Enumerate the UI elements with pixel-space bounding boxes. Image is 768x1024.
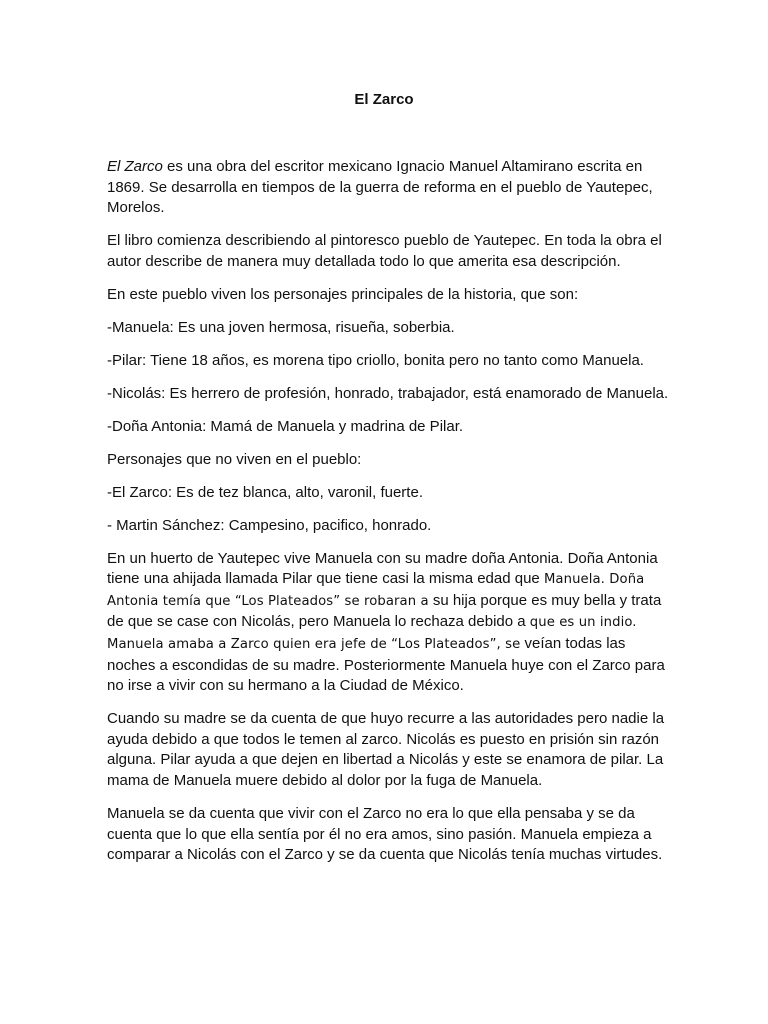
character-dona-antonia: -Doña Antonia: Mamá de Manuela y madrina de Pilar. — [107, 417, 464, 435]
character-el-zarco: -El Zarco: Es de tez blanca, alto, varonil, fuerte. — [107, 483, 423, 501]
plot-text-d: que es un indio. Manuela amaba a Zarco quien era jefe de “Los Plateados”, se — [107, 615, 637, 652]
paragraph-intro — [107, 157, 677, 219]
plot-text-a: En un huerto de Yautepec vive Manuela con su madre doña Antonia. Doña Antonia tiene una ahijada llamada Pilar que tiene casi la misma edad que — [107, 549, 658, 588]
character-martin-sanchez: - Martin Sánchez: Campesino, pacifico, honrado. — [107, 516, 432, 534]
plot-text-b: Manuela. Doña Antonia temía que “Los Plateados” se robaran a — [107, 572, 645, 609]
paragraph-intro-text: es una obra del escritor mexicano Ignacio Manuel Altamirano escrita en 1869. Se desarrolla en tiempos de la guerra de reforma en el pueblo de Yautepec, Morelos. — [107, 158, 653, 217]
paragraph-aftermath: Cuando su madre se da cuenta de que huyo recurre a las autoridades pero nadie la ayuda debido a que todos le temen al zarco. Nicolás es puesto en prisión sin razón alguna. Pilar ayuda a que dejen en libertad a Nicolás y este se enamora de pilar. La mama de Manuela muere debido al dolor por la fuga de Manuela. — [107, 710, 665, 789]
document-body — [107, 157, 677, 878]
document-title: El Zarco — [354, 91, 414, 108]
paragraph-conclusion: Manuela se da cuenta que vivir con el Zarco no era lo que ella pensaba y se da cuenta que lo que ella sentía por él no era amos, sino pasión. Manuela empieza a comparar a Nicolás con el Zarco y se da cuenta que Nicolás tenía muchas virtudes. — [107, 804, 663, 864]
character-nicolas: -Nicolás: Es herrero de profesión, honrado, trabajador, está enamorado de Manuela. — [107, 384, 669, 402]
paragraph-outside-characters: Personajes que no viven en el pueblo: — [107, 450, 362, 468]
character-manuela: -Manuela: Es una joven hermosa, risueña, soberbia. — [107, 318, 455, 336]
plot-text-c: su hija porque es muy bella y trata de que se case con Nicolás, pero Manuela lo rechaza debido a — [107, 591, 662, 631]
book-title-italic: El Zarco — [107, 158, 163, 175]
character-pilar: -Pilar: Tiene 18 años, es morena tipo criollo, bonita pero no tanto como Manuela. — [107, 351, 644, 369]
paragraph-description: El libro comienza describiendo al pintoresco pueblo de Yautepec. En toda la obra el autor describe de manera muy detallada todo lo que amerita esa descripción. — [107, 232, 662, 270]
paragraph-characters-intro: En este pueblo viven los personajes principales de la historia, que son: — [107, 285, 579, 303]
plot-text-e: veían todas las noches a escondidas de su madre. Posteriormente Manuela huye con el Zarco para no irse a vivir con su hermano a la Ciudad de México. — [107, 635, 665, 695]
paragraph-plot — [107, 549, 677, 697]
